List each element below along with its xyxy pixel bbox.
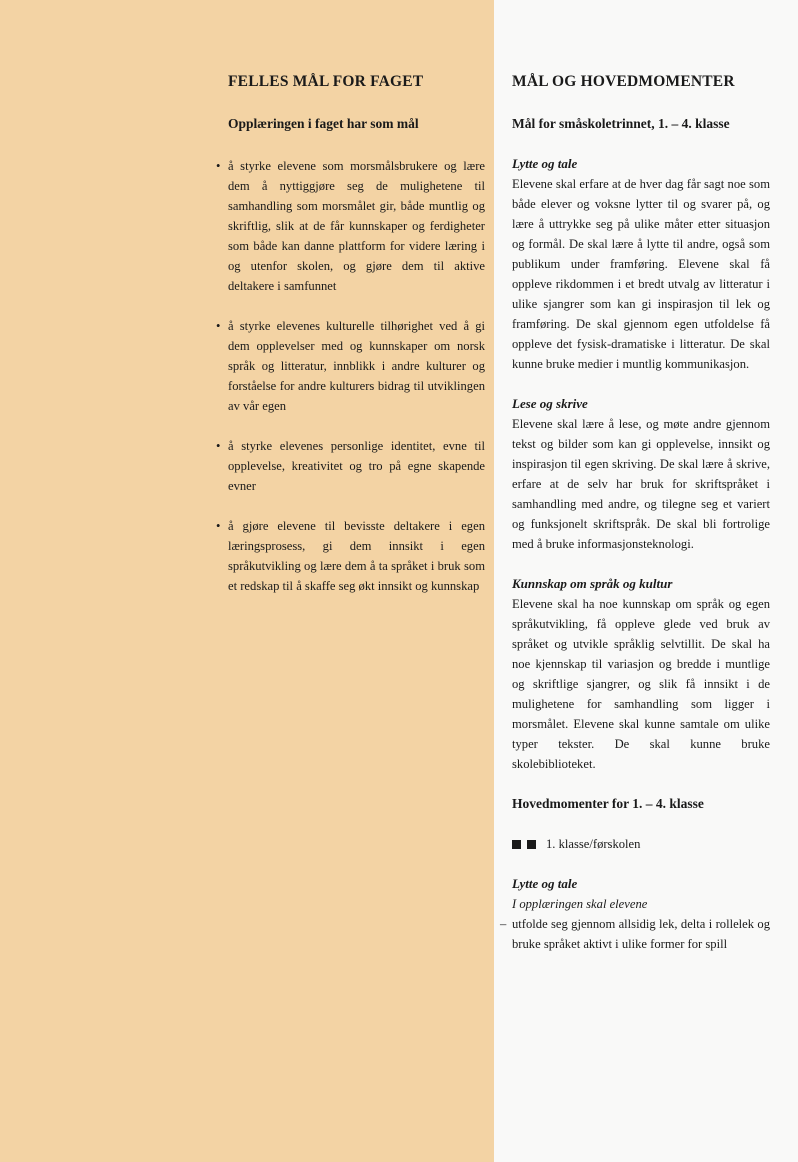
goal-text: å styrke elevene som morsmålsbrukere og lære dem å nyttiggjøre seg de mulighetene til samhandling som morsmålet gir, både muntlig og skriftlig, slik at de får kunnskaper og ferdigheter som både kan danne plattform for videre læring i og utenfor skolen, og gjøre dem til aktive deltakere i samfunnet (228, 159, 485, 293)
left-heading: FELLES MÅL FOR FAGET (228, 73, 424, 90)
right-column (500, 72, 770, 954)
grade-marker (512, 834, 770, 854)
grade-item-text: utfolde seg gjennom allsidig lek, delta i rollelek og bruke språket aktivt i ulike former for spill (512, 917, 770, 951)
grade-section-title: Lytte og tale (512, 876, 578, 891)
section-kunnskap-om-sprak-og-kultur (512, 574, 770, 774)
square-icon (512, 840, 521, 849)
grade-intro: I opplæringen skal elevene (512, 897, 648, 911)
section-lytte-og-tale (512, 154, 770, 374)
dash-icon: – (500, 917, 507, 931)
section-title: Lytte og tale (512, 156, 578, 171)
goal-item (216, 316, 485, 416)
left-subheading: Opplæringen i faget har som mål (228, 116, 419, 131)
section-body: Elevene skal lære å lese, og møte andre gjennom tekst og bilder som kan gi opplevelse, innsikt og inspirasjon til egen skriving. De skal lære å skrive, erfare at de selv har bruk for skriftspråket i samhandling med andre, og tilegne seg et variert og funksjonelt skriftspråk. De skal bli fortrolige med å bruke informasjonsteknologi. (512, 417, 770, 551)
goal-item (216, 516, 485, 596)
grade-section (500, 874, 770, 954)
left-column (216, 72, 485, 616)
right-subheading: Mål for småskoletrinnet, 1. – 4. klasse (512, 116, 730, 131)
section-title: Lese og skrive (512, 396, 588, 411)
right-heading: MÅL OG HOVEDMOMENTER (512, 73, 735, 90)
goal-text: å styrke elevenes kulturelle tilhørighet ved å gi dem opplevelser med og kunnskaper om norsk språk og litteratur, innblikk i andre kulturer og forståelse for andre kulturers bidrag til utviklingen av vår egen (228, 319, 485, 413)
section-lese-og-skrive (512, 394, 770, 554)
goals-list (216, 156, 485, 596)
goal-text: å gjøre elevene til bevisste deltakere i egen læringsprosess, gi dem innsikt i egen språkutvikling og lære dem å ta språket i bruk som et redskap til å skaffe seg økt innsikt og kunnskap (228, 519, 485, 593)
bullet-icon: • (216, 439, 221, 453)
grade-item (500, 914, 770, 954)
section-body: Elevene skal ha noe kunnskap om språk og egen språkutvikling, få oppleve glede ved bruk av språket og utvikle språklig selvtillit. De skal ha noe kjennskap til variasjon og bredde i muntlige og skriftlige sjangrer, og slik få innsikt i de mulighetene for samhandling som ligger i morsmålet. Elevene skal kunne samtale om ulike typer tekster. De skal kunne bruke skolebiblioteket. (512, 597, 770, 771)
goal-item (216, 156, 485, 296)
bullet-icon: • (216, 319, 221, 333)
bullet-icon: • (216, 519, 221, 533)
square-icon (527, 840, 536, 849)
grade-label: 1. klasse/førskolen (546, 837, 641, 851)
bullet-icon: • (216, 159, 221, 173)
goal-item (216, 436, 485, 496)
section-title: Kunnskap om språk og kultur (512, 576, 673, 591)
hovedmomenter-title: Hovedmomenter for 1. – 4. klasse (512, 796, 704, 811)
section-body: Elevene skal erfare at de hver dag får sagt noe som både elever og voksne lytter til og svarer på, og lære å uttrykke seg på ulike måter etter situasjon og formål. De skal lære å lytte til andre, også som publikum under framføring. Elevene skal få oppleve rikdommen i et bredt utvalg av litteratur i ulike sjangrer som kan gi inspirasjon til lek og framføring. De skal gjennom egen utfoldelse få oppleve det fysisk-dramatiske i litteratur. De skal kunne bruke medier i muntlig kommunikasjon. (512, 177, 770, 371)
goal-text: å styrke elevenes personlige identitet, evne til opplevelse, kreativitet og tro på egne skapende evner (228, 439, 485, 493)
